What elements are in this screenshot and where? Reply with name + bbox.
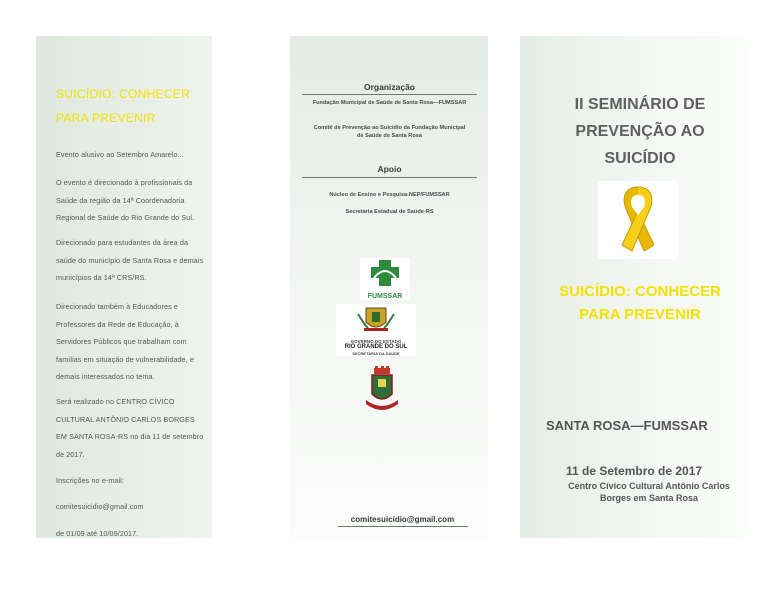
santa-rosa-crest-logo [362, 366, 402, 414]
left-dates: de 01/09 até 10/09/2017. [56, 529, 139, 538]
right-panel [520, 36, 745, 538]
apoio-item-1: Núcleo de Ensino e Pesquisa-NEP/FUMSSAR [329, 192, 450, 198]
left-paragraph-5: Será realizado no CENTRO CÍVICO CULTURAL ANTÔNIO CARLOS BORGES EM SANTA ROSA-RS no dia 11 de setembro de 2017. [56, 397, 204, 459]
organizacao-item-2: Comitê de Prevenção ao Suicídio da Fundação Municipal de Saúde de Santa Rosa [313, 125, 466, 139]
seminar-title: II SEMINÁRIO DE PREVENÇÃO AO SUICÍDIO [574, 96, 706, 167]
left-paragraph-4: Direcionado também à Educadores e Professores da Rede de Educação, à Servidores Públicos que trabalham com famílias em situação de vulnerabilidade, e demais interessados no tema. [56, 302, 195, 381]
left-paragraph-6: Inscrições no e-mail: [56, 476, 125, 485]
yellow-ribbon-icon [598, 181, 678, 259]
fumssar-logo-text: FUMSSAR [367, 293, 403, 300]
event-venue: Centro Cívico Cultural Antônio Carlos Borges em Santa Rosa [568, 481, 730, 503]
fumssar-logo [360, 258, 410, 300]
seminar-subtitle: SUICÍDIO: CONHECER PARA PREVENIR [559, 283, 721, 323]
crest-icon [362, 366, 402, 414]
left-paragraph-2: O evento é direcionado à profissionais da Saúde da região da 14ª Coordenadoria Regional de Saúde do Rio Grande do Sul. [56, 178, 195, 222]
contact-email: comitesuicidio@gmail.com [350, 515, 455, 524]
left-panel [36, 36, 212, 538]
divider [302, 94, 477, 95]
rs-government-logo [336, 304, 416, 356]
fumssar-cross-icon [360, 258, 410, 288]
left-paragraph-3: Direcionado para estudantes da área da saúde do município de Santa Rosa e demais municípios da 14ª CRS/RS. [56, 238, 204, 282]
rs-logo-line3: SECRETARIA DA SAÚDE [352, 351, 400, 356]
organizacao-heading: Organização [363, 82, 416, 92]
location-text: SANTA ROSA—FUMSSAR [546, 418, 708, 433]
divider [338, 526, 468, 527]
apoio-item-2: Secretaria Estadual de Saúde-RS [345, 209, 434, 215]
divider [302, 177, 477, 178]
organizacao-item-1: Fundação Municipal de Saúde de Santa Rosa—FUMSSAR [312, 100, 467, 106]
ribbon-image [598, 181, 678, 259]
apoio-heading: Apoio [377, 164, 402, 174]
left-email: comitesuicidio@gmail.com [56, 502, 144, 511]
middle-panel [290, 36, 488, 538]
rs-logo-line2: RIO GRANDE DO SUL [344, 344, 408, 350]
left-panel-title: SUICÍDIO: CONHECER PARA PREVENIR [56, 87, 191, 125]
rs-coat-of-arms-icon [336, 304, 416, 334]
rs-logo-line1: GOVERNO DO ESTADO [350, 339, 402, 344]
left-paragraph-1: Evento alusivo ao Setembro Amarelo... [56, 150, 184, 159]
event-date: 11 de Setembro de 2017 [566, 464, 703, 478]
